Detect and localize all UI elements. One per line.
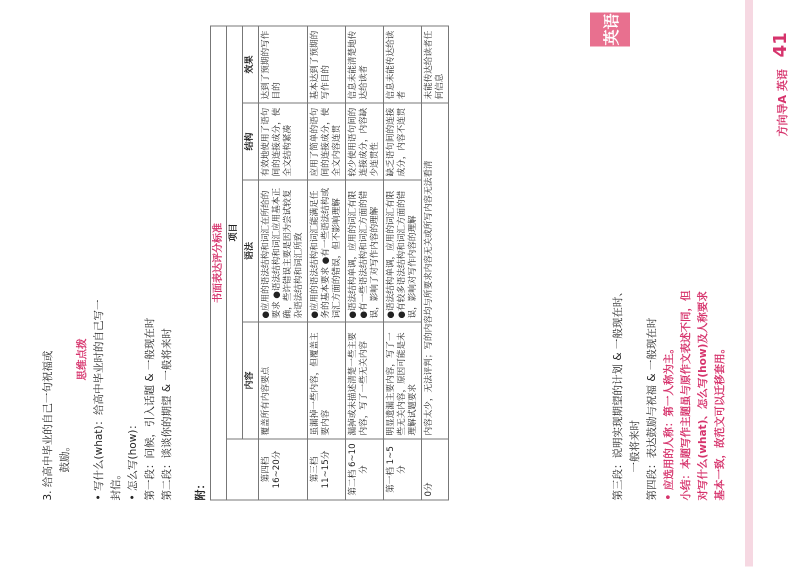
level-cell: 第三档 11~15分 bbox=[308, 439, 346, 500]
rubric-title: 书面表达评分标准 bbox=[211, 26, 227, 500]
grammar-cell: ●语法结构单调，应用的词汇有限 ●有一些语法结构和词汇方面的错误，影响了对写作内容的理解 bbox=[346, 180, 384, 322]
effect-cell: 信息未能传达给读者 bbox=[384, 26, 422, 103]
content-cell: 虽漏掉一些内容，但覆盖主要内容 bbox=[308, 322, 346, 439]
continued-notes bbox=[610, 71, 729, 501]
level-cell: 第四档 16~20分 bbox=[259, 439, 308, 500]
project-header: 项目 bbox=[227, 26, 243, 439]
grammar-cell: ●应用的语法结构和词汇在所给的要求 ●语法结构和词汇应用基本正确，些许错误主要是因为尝试较复杂语法结构和词汇所致 bbox=[259, 180, 308, 322]
scoring-rubric-table bbox=[210, 26, 449, 501]
book-title: 方向导A 英语 bbox=[776, 69, 789, 137]
note-line: 第二段：谈谈你的期望 & 一般将来时 bbox=[161, 328, 173, 501]
note-line: 鼓励。 bbox=[59, 441, 71, 473]
note-line: 第一段：问候，引入话题 & 一般现在时 bbox=[144, 317, 156, 501]
note-line: 3. 给高中毕业的自己一句祝福或 bbox=[42, 350, 54, 501]
note-line: 一般将来时 bbox=[629, 420, 641, 473]
grammar-cell: ●应用的语法结构和词汇能满足任务的基本要求 ●有一些语法结构或词汇方面的错误，但不影响理解 bbox=[308, 180, 346, 322]
table-row bbox=[259, 26, 308, 500]
content-cell: 覆盖所有内容要点 bbox=[259, 322, 308, 439]
level-cell: 第二档 6~10分 bbox=[346, 439, 384, 500]
table-row bbox=[346, 26, 384, 500]
note-line: • 应选用的人称：第一人称为主。 bbox=[663, 343, 675, 501]
effect-cell: 基本达到了预期的写作目的 bbox=[308, 26, 346, 103]
page-footer bbox=[770, 32, 791, 136]
summary-line: 基本一致，故范文可以迁移套用。 bbox=[714, 343, 726, 501]
tip-title: 思维点拨 bbox=[76, 338, 88, 381]
col-header: 结构 bbox=[243, 103, 259, 180]
effect-cell: 信息未能清楚地传达给读者 bbox=[346, 26, 384, 103]
table-row bbox=[384, 26, 422, 500]
level-cell: 0分 bbox=[422, 439, 449, 500]
effect-cell: 未能传达给读者任何信息 bbox=[422, 26, 449, 103]
structure-cell: 应用了简单的语句间的连接成分，使全文内容连贯 bbox=[308, 103, 346, 180]
note-line: • 怎么写(how)： bbox=[127, 419, 139, 501]
col-header: 效果 bbox=[243, 26, 259, 103]
content-cell: 漏掉或未描述清楚一些主要内容，写了一些无关内容 bbox=[346, 322, 384, 439]
note-line: 第四段：表达鼓励与祝福 & 一般现在时 bbox=[646, 317, 658, 501]
zero-score-cell: 内容太少，无法评判；写的内容均与所要求内容无关或所写内容无法看清 bbox=[422, 103, 449, 439]
structure-cell: 有效地使用了语句间的连接成分，使全文结构紧凑 bbox=[259, 103, 308, 180]
grammar-cell: ●语法结构单调，应用的词汇有限 ●有较多语法结构和词汇方面的错误，影响对写作内容的理解 bbox=[384, 180, 422, 322]
note-line: • 写什么(what)：给高中毕业时的自己写一 bbox=[93, 299, 105, 501]
table-row bbox=[422, 26, 449, 500]
level-cell: 第一档 1~5分 bbox=[384, 439, 422, 500]
decorative-strip bbox=[745, 0, 753, 567]
col-header: 内容 bbox=[243, 322, 259, 439]
note-line: 封信。 bbox=[110, 469, 122, 501]
summary-line: 对写什么(what)、怎么写(how)及人称要求 bbox=[697, 291, 709, 501]
subject-tab: 英语 bbox=[590, 13, 630, 47]
level-header bbox=[227, 439, 259, 500]
structure-cell: 较少使用语句间的连接成分，内容缺少连贯性 bbox=[346, 103, 384, 180]
table-row bbox=[308, 26, 346, 500]
structure-cell: 缺乏语句间的连接成分，内容不连贯 bbox=[384, 103, 422, 180]
note-line: 第三段：说明实现期望的计划 & 一般现在时、 bbox=[612, 286, 624, 501]
page-number: 41 bbox=[770, 32, 791, 58]
col-header: 语法 bbox=[243, 180, 259, 322]
effect-cell: 达到了预期的写作目的 bbox=[259, 26, 308, 103]
attachment-label: 附： bbox=[194, 478, 207, 501]
content-cell: 明显遗漏主要内容，写了一些无关内容，原因可能是未理解试题要求 bbox=[384, 322, 422, 439]
summary-line: 小结：本题写作主题虽与原作文表述不同，但 bbox=[680, 290, 692, 501]
prompt-notes bbox=[40, 71, 176, 501]
